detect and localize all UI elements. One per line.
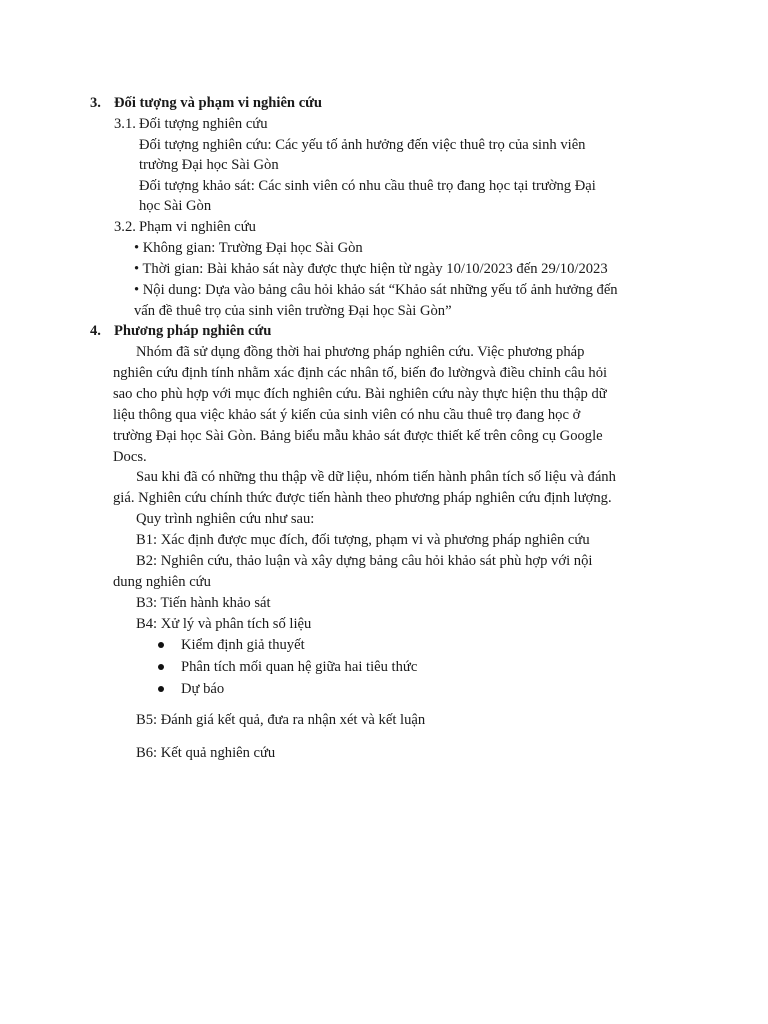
text-line: Đối tượng khảo sát: Các sinh viên có nhu cầu thuê trọ đang học tại trường Đại [139,178,596,194]
text-line: trường Đại học Sài Gòn [139,157,279,173]
list-item: Phân tích mối quan hệ giữa hai tiêu thức [181,659,418,675]
paragraph-line: nghiên cứu định tính nhằm xác định các nhân tố, biến đo lườngvà điều chỉnh câu hỏi [113,365,608,381]
list-item: Kiểm định giả thuyết [181,637,305,653]
subsection-3-1-heading [114,114,268,134]
subsection-number: 3.1. [114,116,136,132]
subsection-title: Đối tượng nghiên cứu [139,116,268,132]
scope-item-continuation: vấn đề thuê trọ của sinh viên trường Đại học Sài Gòn” [134,303,452,319]
subsection-3-2-heading [114,217,256,237]
list-item: Dự báo [181,681,225,697]
step-b4: B4: Xử lý và phân tích số liệu [136,616,312,632]
step-b1: B1: Xác định được mục đích, đối tượng, phạm vi và phương pháp nghiên cứu [136,532,590,548]
text-line: Đối tượng nghiên cứu: Các yếu tố ảnh hưởng đến việc thuê trọ của sinh viên [139,137,586,153]
step-b3: B3: Tiến hành khảo sát [136,595,271,611]
section-title: Đối tượng và phạm vi nghiên cứu [114,95,323,111]
section-3-heading [90,93,322,113]
step-b6: B6: Kết quả nghiên cứu [136,745,276,761]
paragraph-line: giá. Nghiên cứu chính thức được tiến hành theo phương pháp nghiên cứu định lượng. [113,490,612,506]
bullet-dot-icon [158,686,164,692]
scope-item: • Không gian: Trường Đại học Sài Gòn [134,240,363,256]
section-number: 3. [90,95,101,111]
scope-item: • Thời gian: Bài khảo sát này được thực hiện từ ngày 10/10/2023 đến 29/10/2023 [134,261,608,277]
subsection-title: Phạm vi nghiên cứu [139,219,256,235]
step-b5: B5: Đánh giá kết quả, đưa ra nhận xét và kết luận [136,712,426,728]
subsection-number: 3.2. [114,219,136,235]
paragraph-line: trường Đại học Sài Gòn. Bảng biểu mẫu khảo sát được thiết kế trên công cụ Google [113,428,603,444]
bullet-dot-icon [158,642,164,648]
text-line: học Sài Gòn [139,198,212,214]
section-4-heading [90,321,271,341]
paragraph-line: Sau khi đã có những thu thập về dữ liệu, nhóm tiến hành phân tích số liệu và đánh [136,469,616,485]
paragraph-line: sao cho phù hợp với mục đích nghiên cứu. Bài nghiên cứu này thực hiện thu thập dữ [113,386,607,402]
process-intro: Quy trình nghiên cứu như sau: [136,511,315,527]
section-number: 4. [90,323,101,339]
step-b2: B2: Nghiên cứu, thảo luận và xây dựng bảng câu hỏi khảo sát phù hợp với nội [136,553,593,569]
step-b2-continuation: dung nghiên cứu [113,574,211,590]
bullet-dot-icon [158,664,164,670]
section-title: Phương pháp nghiên cứu [114,323,272,339]
scope-item: • Nội dung: Dựa vào bảng câu hỏi khảo sát “Khảo sát những yếu tố ảnh hưởng đến [134,282,618,298]
paragraph-line: liệu thông qua việc khảo sát ý kiến của sinh viên có nhu cầu thuê trọ đang học ở [113,407,581,423]
paragraph-line: Nhóm đã sử dụng đồng thời hai phương pháp nghiên cứu. Việc phương pháp [136,344,585,360]
paragraph-line: Docs. [113,449,147,465]
